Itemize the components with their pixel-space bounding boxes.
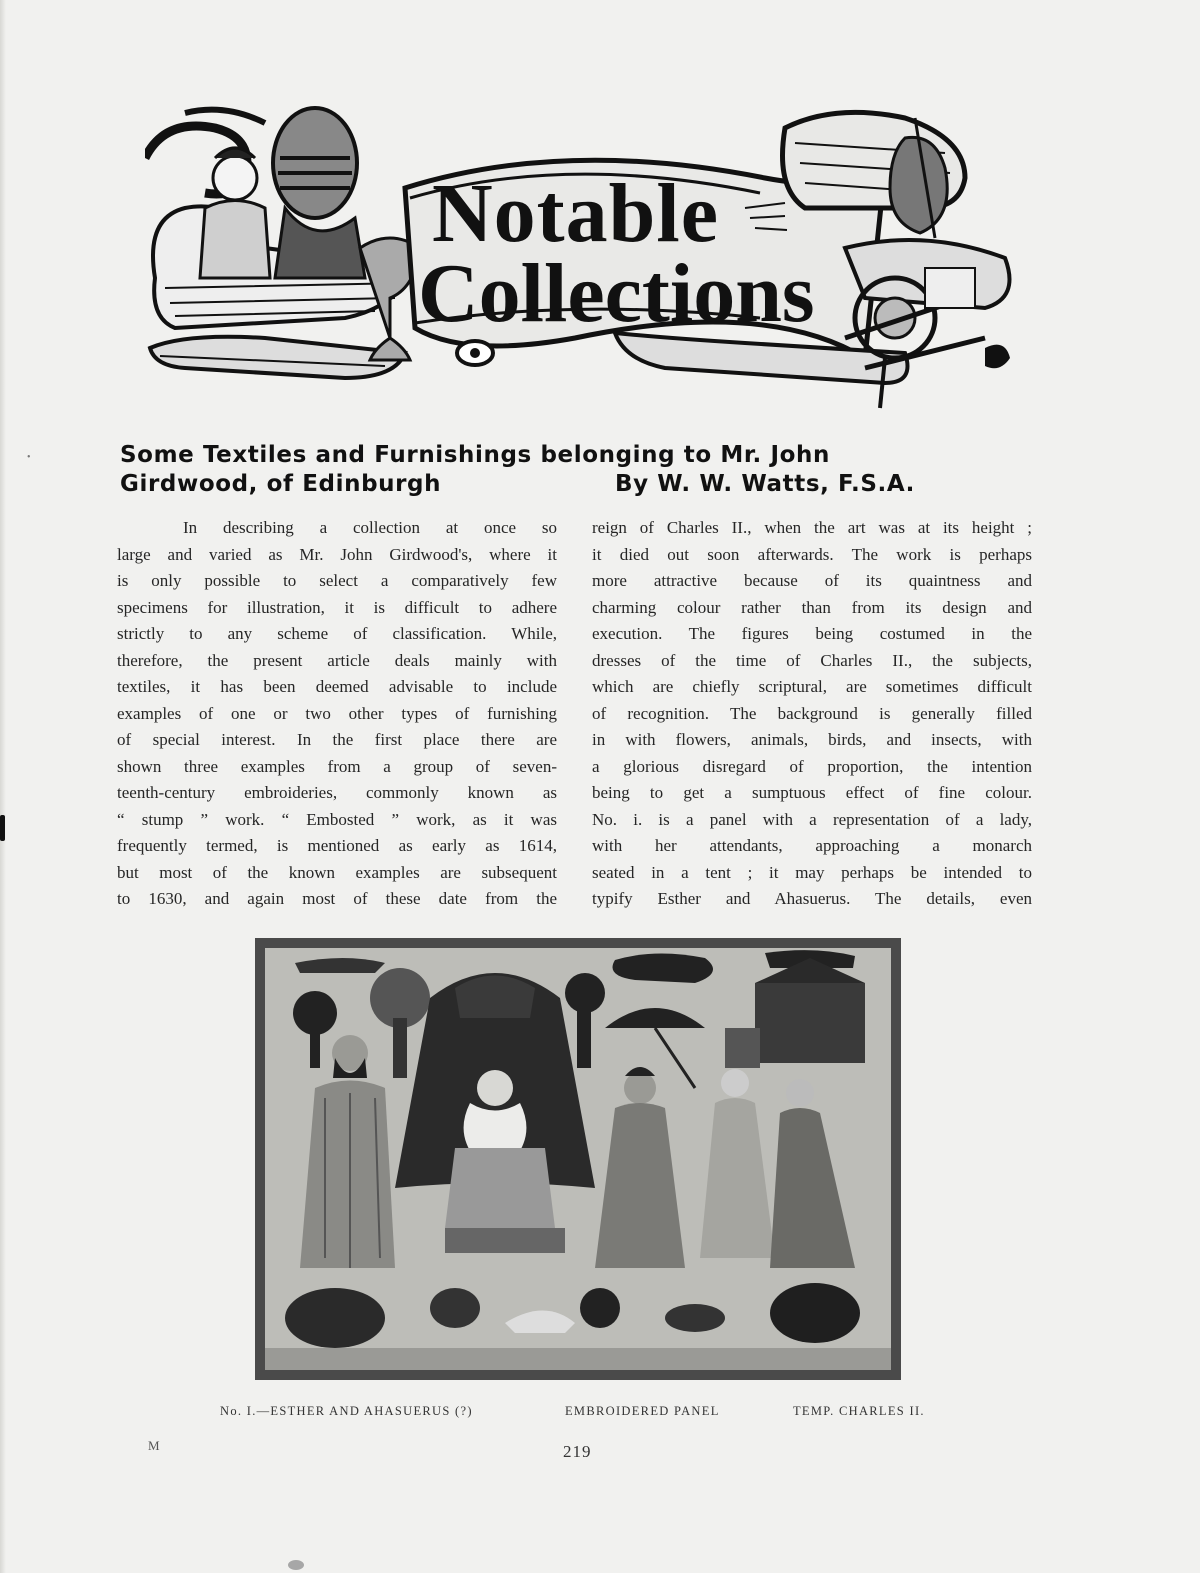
caption-title: No. I.—ESTHER AND AHASUERUS (?) (220, 1404, 473, 1418)
banner-title-line1: Notable (432, 167, 719, 260)
left-line: strictly to any scheme of classification. While, (117, 624, 557, 643)
title-line-2 (120, 470, 940, 499)
ink-smudge (288, 1560, 304, 1570)
left-line: specimens for illustration, it is difficult to adhere (117, 597, 557, 617)
right-line: being to get a sumptuous effect of fine colour. (592, 783, 1032, 802)
left-line: large and varied as Mr. John Girdwood's, where it (117, 544, 557, 564)
right-line: execution. The figures being costumed in the (592, 624, 1032, 643)
right-line: it died out soon afterwards. The work is perhaps (592, 544, 1032, 564)
printer-signature: M (148, 1438, 160, 1453)
caption-medium: EMBROIDERED PANEL (565, 1404, 720, 1418)
page-number: 219 (563, 1442, 592, 1461)
title-text-2: Girdwood, of Edinburgh (120, 471, 442, 497)
left-line: of special interest. In the first place there are (117, 730, 557, 749)
right-line: with her attendants, approaching a monarch (592, 836, 1032, 855)
margin-mark (0, 815, 5, 841)
page-edge (0, 0, 6, 1573)
right-line: dresses of the time of Charles II., the subjects, (592, 650, 1032, 670)
right-line: in with flowers, animals, birds, and insects, with (592, 730, 1032, 749)
left-line: examples of one or two other types of furnishing (117, 703, 557, 723)
left-column (117, 515, 557, 913)
right-line: seated in a tent ; it may perhaps be intended to (592, 862, 1032, 882)
left-line: but most of the known examples are subsequent (117, 862, 557, 882)
right-line: of recognition. The background is generally filled (592, 703, 1032, 723)
left-line: therefore, the present article deals mainly with (117, 650, 557, 670)
left-line: shown three examples from a group of seven- (117, 756, 557, 776)
left-line: “ stump ” work. “ Embosted ” work, as it was (117, 809, 557, 829)
right-line: a glorious disregard of proportion, the intention (592, 756, 1032, 776)
banner-title (418, 167, 838, 340)
right-column (592, 515, 1032, 913)
right-line: charming colour rather than from its design and (592, 597, 1032, 617)
right-line: No. i. is a panel with a representation of a lady, (592, 809, 1032, 829)
left-line: In describing a collection at once so (183, 518, 557, 537)
right-line: reign of Charles II., when the art was at its height ; (592, 518, 1032, 537)
byline: By W. W. Watts, F.S.A. (614, 471, 915, 497)
right-line: typify Esther and Ahasuerus. The details, even (592, 889, 1032, 908)
article-title (120, 441, 940, 499)
right-line: more attractive because of its quaintness and (592, 571, 1032, 590)
embroidered-panel-photo (255, 938, 901, 1380)
right-line: which are chiefly scriptural, are sometimes difficult (592, 677, 1032, 696)
caption-period: TEMP. CHARLES II. (793, 1404, 925, 1418)
left-line: frequently termed, is mentioned as early as 1614, (117, 836, 557, 855)
left-line: teenth-century embroideries, commonly known as (117, 783, 557, 802)
banner-title-line2: Collections (418, 246, 815, 340)
left-line: textiles, it has been deemed advisable to include (117, 677, 557, 696)
title-line-1 (120, 441, 940, 470)
left-line: is only possible to select a comparatively few (117, 571, 557, 590)
header-banner-illustration (145, 98, 1025, 416)
left-line: to 1630, and again most of these date from the (117, 889, 557, 908)
margin-bullet: • (27, 452, 31, 463)
title-text-1: Some Textiles and Furnishings belonging to Mr. John (120, 442, 830, 468)
